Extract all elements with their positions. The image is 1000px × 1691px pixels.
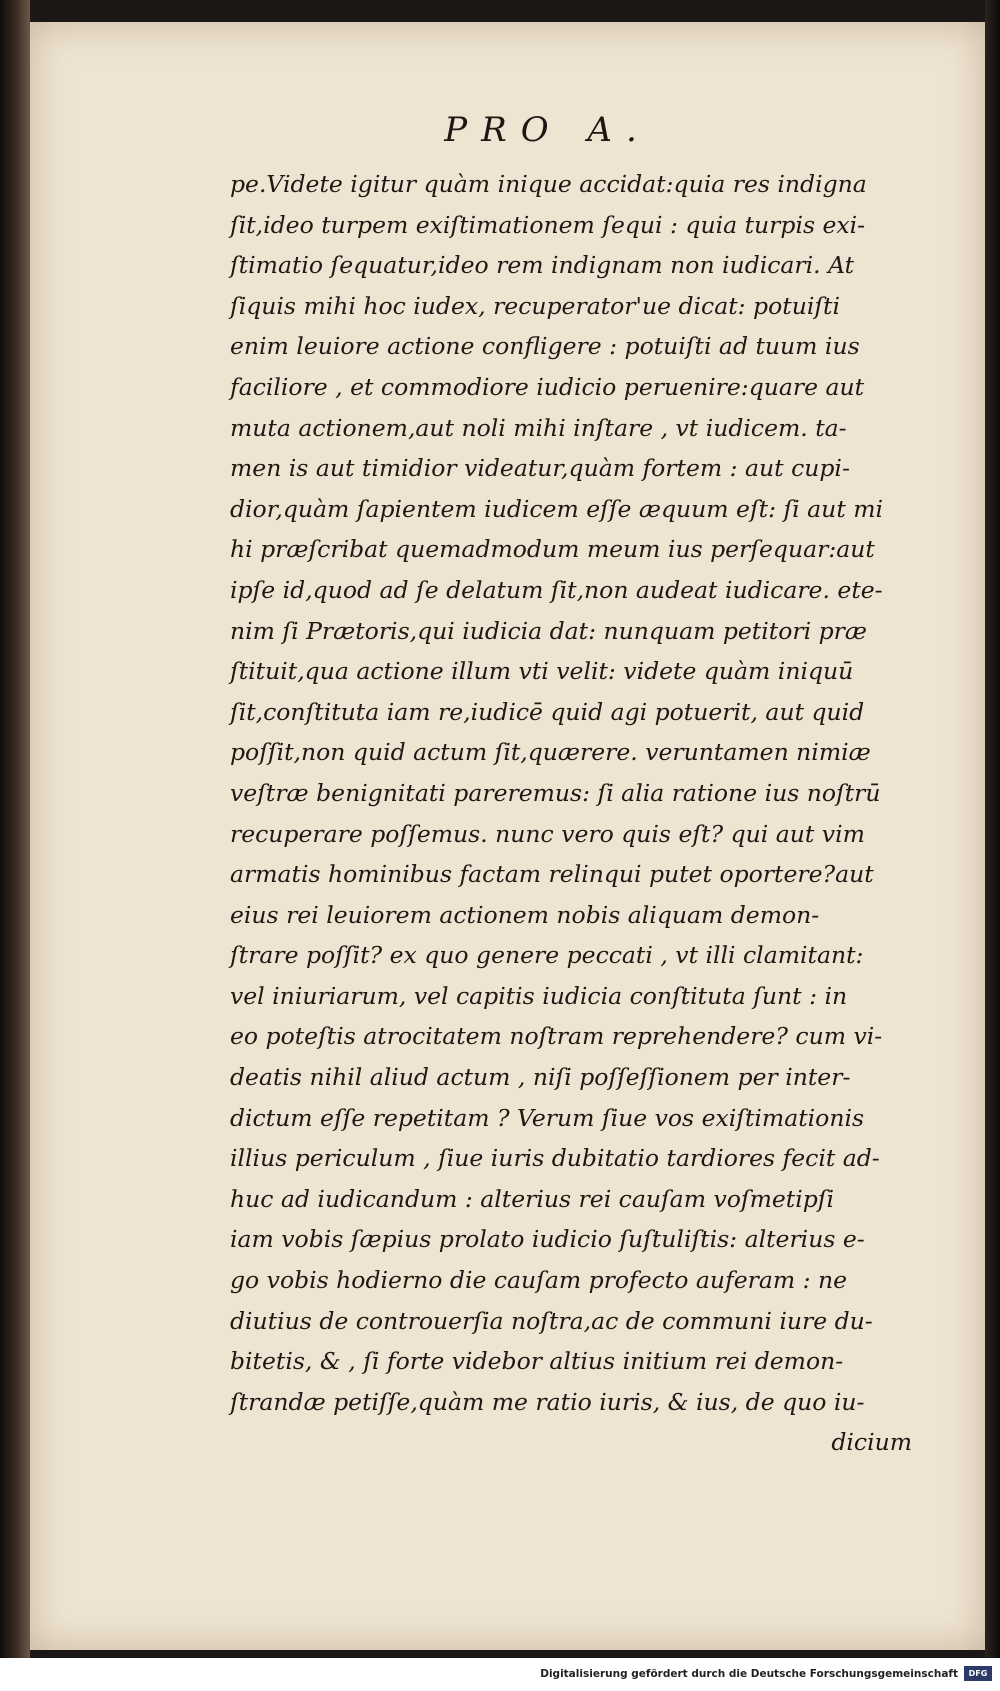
text-line: ipſe id,quod ad ſe delatum ſit,non audeat iudicare. ete- [230, 575, 883, 604]
text-line: deatis nihil aliud actum , niſi poſſeſſionem per inter- [230, 1063, 851, 1092]
text-line: eo poteſtis atrocitatem noſtram reprehendere? cum vi- [230, 1022, 883, 1051]
text-line: poſſit,non quid actum ſit,quærere. veruntamen nimiæ [230, 738, 871, 767]
text-line: iam vobis ſæpius prolato iudicio ſuſtuliſtis: alterius e- [230, 1225, 865, 1254]
text-line: faciliore , et commodiore iudicio peruenire:quare aut [230, 372, 865, 401]
text-line: ſit,conſtituta iam re,iudicē quid agi potuerit, aut quid [230, 697, 865, 726]
text-line: veſtræ benignitati pareremus: ſi alia ratione ius noſtrū [230, 778, 881, 807]
text-line: bitetis, & , ſi forte videbor altius initium rei demon- [230, 1347, 844, 1376]
book-fore-edge [985, 0, 1000, 1658]
book-page [30, 22, 985, 1650]
funding-credit: Digitalisierung gefördert durch die Deutsche Forschungsgemeinschaft [540, 1668, 958, 1680]
text-line: ſit,ideo turpem exiſtimationem ſequi : quia turpis exi- [230, 210, 866, 239]
text-line: ſtrandæ petiſſe,quàm me ratio iuris, & ius, de quo iu- [230, 1387, 865, 1416]
text-line: huc ad iudicandum : alterius rei cauſam voſmetipſi [230, 1184, 834, 1213]
text-line: nim ſi Prætoris,qui iudicia dat: nunquam petitori præ [230, 616, 867, 645]
text-line: enim leuiore actione confligere : potuiſti ad tuum ius [230, 332, 860, 361]
text-line: ſtrare poſſit? ex quo genere peccati , vt illi clamitant: [230, 941, 864, 970]
text-line: ſtituit,qua actione illum vti velit: videte quàm iniquū [230, 657, 854, 686]
text-line: ſiquis mihi hoc iudex, recuperator'ue dicat: potuiſti [230, 291, 841, 320]
text-line: pe.Videte igitur quàm inique accidat:quia res indigna [230, 170, 867, 198]
text-line: diutius de controuerſia noſtra,ac de communi iure du- [230, 1306, 873, 1335]
text-line: eius rei leuiorem actionem nobis aliquam demon- [230, 900, 820, 929]
book-spine-edge [0, 0, 30, 1658]
catchword: dicium [831, 1428, 912, 1457]
text-line: go vobis hodierno die cauſam profecto auferam : ne [230, 1266, 848, 1295]
text-line: vel iniuriarum, vel capitis iudicia conſtituta ſunt : in [230, 981, 848, 1010]
running-head: PRO A. [444, 110, 651, 150]
page-text-block [230, 164, 970, 1463]
text-line: ſtimatio ſequatur,ideo rem indignam non iudicari. At [230, 251, 855, 280]
text-line: muta actionem,aut noli mihi inſtare , vt iudicem. ta- [230, 413, 847, 442]
digitization-footer [0, 1658, 1000, 1691]
text-line: hi præſcribat quemadmodum meum ius perſequar:aut [230, 535, 875, 564]
text-line: dior,quàm ſapientem iudicem eſſe æquum eſt: ſi aut mi [230, 494, 884, 523]
text-line: illius periculum , ſiue iuris dubitatio tardiores fecit ad- [230, 1144, 880, 1173]
text-line: men is aut timidior videatur,quàm fortem : aut cupi- [230, 454, 850, 483]
dfg-logo-icon: DFG [964, 1666, 992, 1681]
text-line: dictum eſſe repetitam ? Verum ſiue vos exiſtimationis [230, 1103, 865, 1132]
text-line: recuperare poſſemus. nunc vero quis eſt? qui aut vim [230, 819, 865, 848]
text-line: armatis hominibus factam relinqui putet oportere?aut [230, 860, 874, 889]
